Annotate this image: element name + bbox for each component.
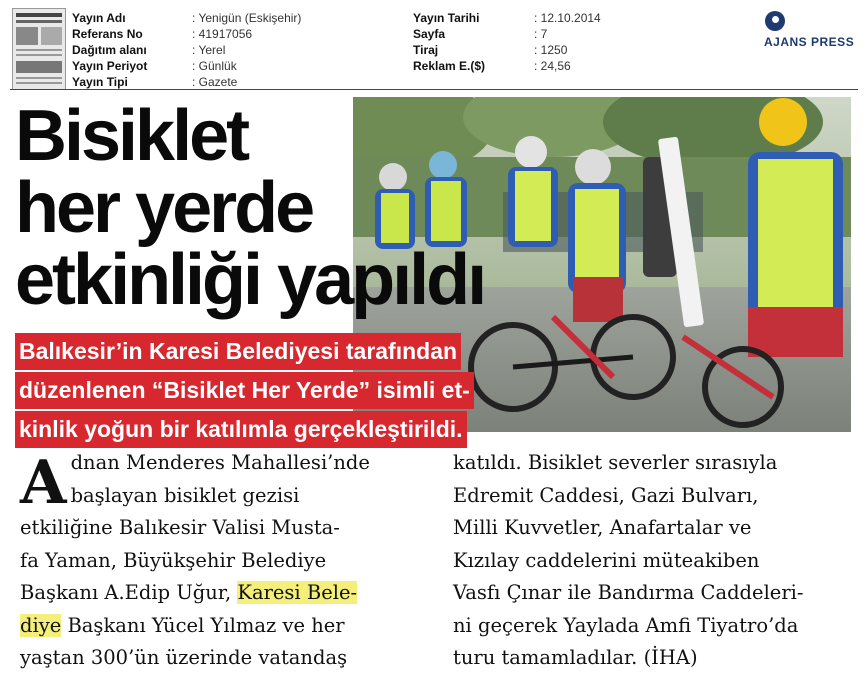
headline bbox=[15, 96, 535, 320]
body-line: turu tamamladılar. (İHA) bbox=[453, 646, 698, 669]
meta-key: Yayın Tarihi bbox=[413, 11, 480, 25]
body-line: Kızılay caddelerini müteakiben bbox=[453, 548, 760, 572]
body-line: başlayan bisiklet gezisi bbox=[70, 483, 300, 507]
body-line: fa Yaman, Büyükşehir Belediye bbox=[20, 548, 327, 572]
highlighted-text: diye bbox=[20, 613, 62, 637]
publication-meta-right bbox=[413, 10, 601, 74]
meta-value: : 41917056 bbox=[192, 27, 253, 41]
deck-line: düzenlenen “Bisiklet Her Yerde” isimli et- bbox=[15, 372, 474, 409]
meta-value: : Yenigün (Eskişehir) bbox=[192, 11, 302, 25]
logo-mark-icon bbox=[765, 11, 785, 31]
drop-cap: A bbox=[20, 448, 67, 518]
article-body-left bbox=[20, 447, 425, 675]
ajans-press-logo bbox=[762, 9, 858, 51]
body-line: etkiliğine Balıkesir Valisi Musta- bbox=[20, 516, 340, 539]
meta-value: : Günlük bbox=[192, 59, 237, 73]
article-body-right bbox=[453, 447, 855, 675]
body-line: Edremit Caddesi, Gazi Bulvarı, bbox=[453, 483, 759, 507]
body-line bbox=[20, 610, 425, 643]
body-line: yaştan 300’ün üzerinde vatandaş bbox=[20, 646, 348, 669]
meta-value: : Gazete bbox=[192, 75, 238, 89]
body-line: ni geçerek Yaylada Amfi Tiyatro’da bbox=[453, 613, 799, 637]
meta-key: Yayın Periyot bbox=[72, 59, 148, 73]
body-line: dnan Menderes Mahallesi’nde bbox=[70, 451, 370, 474]
meta-key: Sayfa bbox=[413, 27, 446, 41]
body-text: Başkanı A.Edip Uğur, bbox=[20, 581, 238, 604]
meta-value: : 12.10.2014 bbox=[534, 11, 601, 25]
meta-key: Referans No bbox=[72, 27, 143, 41]
meta-key: Dağıtım alanı bbox=[72, 43, 147, 57]
headline-line: her yerde bbox=[15, 168, 313, 248]
body-line: Milli Kuvvetler, Anafartalar ve bbox=[453, 516, 752, 539]
deck-line: kinlik yoğun bir katılımla gerçekleştirildi. bbox=[15, 411, 467, 448]
meta-key: Tiraj bbox=[413, 43, 439, 57]
publication-meta-left bbox=[72, 10, 301, 90]
newspaper-thumbnail bbox=[12, 8, 66, 90]
headline-line: Bisiklet bbox=[15, 96, 248, 176]
body-line bbox=[20, 577, 425, 610]
meta-value: : Yerel bbox=[192, 43, 226, 57]
highlighted-text: Karesi Bele- bbox=[237, 581, 358, 604]
meta-key: Yayın Adı bbox=[72, 11, 126, 25]
deck-line: Balıkesir’in Karesi Belediyesi tarafından bbox=[15, 333, 461, 370]
logo-text: AJANS PRESS bbox=[764, 35, 855, 49]
header-divider bbox=[10, 89, 858, 90]
meta-value: : 1250 bbox=[534, 43, 568, 57]
meta-key: Yayın Tipi bbox=[72, 75, 128, 89]
body-line: Vasfı Çınar ile Bandırma Caddeleri- bbox=[453, 581, 804, 604]
meta-key: Reklam E.($) bbox=[413, 59, 486, 73]
meta-value: : 24,56 bbox=[534, 59, 571, 73]
body-line: katıldı. Bisiklet severler sırasıyla bbox=[453, 451, 778, 474]
headline-line: etkinliği yapıldı bbox=[15, 240, 485, 320]
body-text: Başkanı Yücel Yılmaz ve her bbox=[61, 613, 345, 637]
subheadline-deck bbox=[15, 333, 555, 450]
meta-value: : 7 bbox=[534, 27, 548, 41]
